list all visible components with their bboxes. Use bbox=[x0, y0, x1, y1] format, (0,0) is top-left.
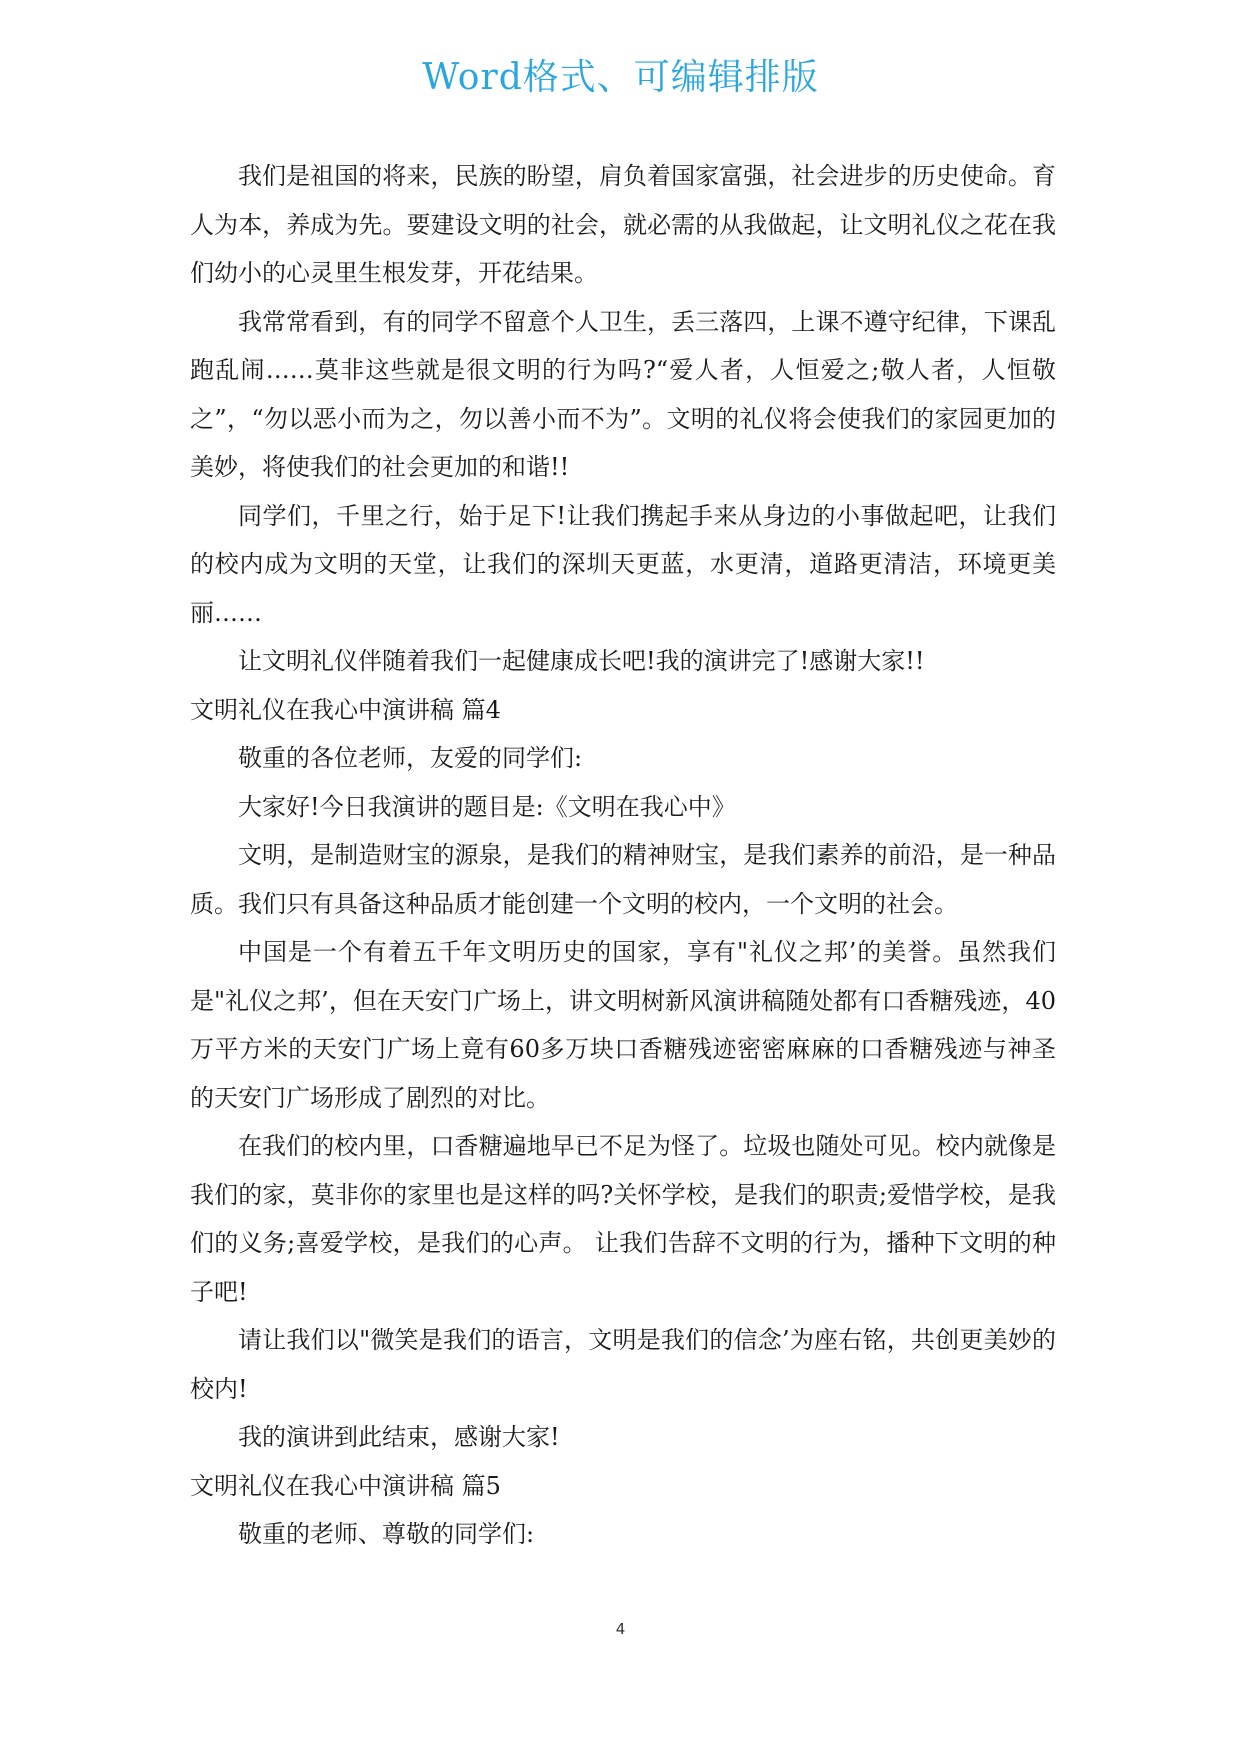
paragraph: 敬重的老师、尊敬的同学们: bbox=[238, 1520, 535, 1548]
page-number: 4 bbox=[615, 1620, 626, 1638]
section-heading: 文明礼仪在我心中演讲稿 篇4 bbox=[190, 695, 501, 724]
paragraph: 文明，是制造财宝的源泉，是我们的精神财宝，是我们素养的前沿，是一种品质。我们只有具备这种品质才能创建一个文明的校内，一个文明的社会。 bbox=[190, 841, 1056, 918]
paragraph: 我们是祖国的将来，民族的盼望，肩负着国家富强，社会进步的历史使命。育人为本，养成为先。要建设文明的社会，就必需的从我做起，让文明礼仪之花在我们幼小的心灵里生根发芽，开花结果。 bbox=[190, 162, 1056, 287]
document-header-title: Word格式、可编辑排版 bbox=[422, 57, 819, 98]
document-body bbox=[190, 152, 1056, 1559]
paragraph: 我的演讲到此结束，感谢大家! bbox=[238, 1423, 560, 1451]
section-heading: 文明礼仪在我心中演讲稿 篇5 bbox=[190, 1471, 501, 1500]
paragraph: 在我们的校内里，口香糖遍地早已不足为怪了。垃圾也随处可见。校内就像是我们的家，莫非你的家里也是这样的吗?关怀学校，是我们的职责;爱惜学校，是我们的义务;喜爱学校，是我们的心声。 让我们告辞不文明的行为，播种下文明的种子吧! bbox=[190, 1132, 1056, 1306]
paragraph: 同学们，千里之行，始于足下!让我们携起手来从身边的小事做起吧，让我们的校内成为文明的天堂，让我们的深圳天更蓝，水更清，道路更清洁，环境更美丽…… bbox=[190, 501, 1056, 627]
paragraph: 请让我们以"微笑是我们的语言，文明是我们的信念’为座右铭，共创更美妙的校内! bbox=[190, 1326, 1056, 1403]
paragraph: 中国是一个有着五千年文明历史的国家，享有"礼仪之邦’的美誉。虽然我们是"礼仪之邦’，但在天安门广场上，讲文明树新风演讲稿随处都有口香糖残迹，40万平方米的天安门广场上竟有60多万块口香糖残迹密密麻麻的口香糖残迹与神圣的天安门广场形成了剧烈的对比。 bbox=[190, 938, 1056, 1112]
paragraph: 大家好!今日我演讲的题目是:《文明在我心中》 bbox=[238, 792, 736, 821]
paragraph: 敬重的各位老师，友爱的同学们: bbox=[238, 744, 583, 772]
paragraph: 我常常看到，有的同学不留意个人卫生，丢三落四，上课不遵守纪律，下课乱跑乱闹……莫非这些就是很文明的行为吗?“爱人者，人恒爱之;敬人者，人恒敬之”，“勿以恶小而为之，勿以善小而不为”。文明的礼仪将会使我们的家园更加的美妙，将使我们的社会更加的和谐!! bbox=[190, 307, 1056, 481]
paragraph: 让文明礼仪伴随着我们一起健康成长吧!我的演讲完了!感谢大家!! bbox=[238, 647, 925, 675]
